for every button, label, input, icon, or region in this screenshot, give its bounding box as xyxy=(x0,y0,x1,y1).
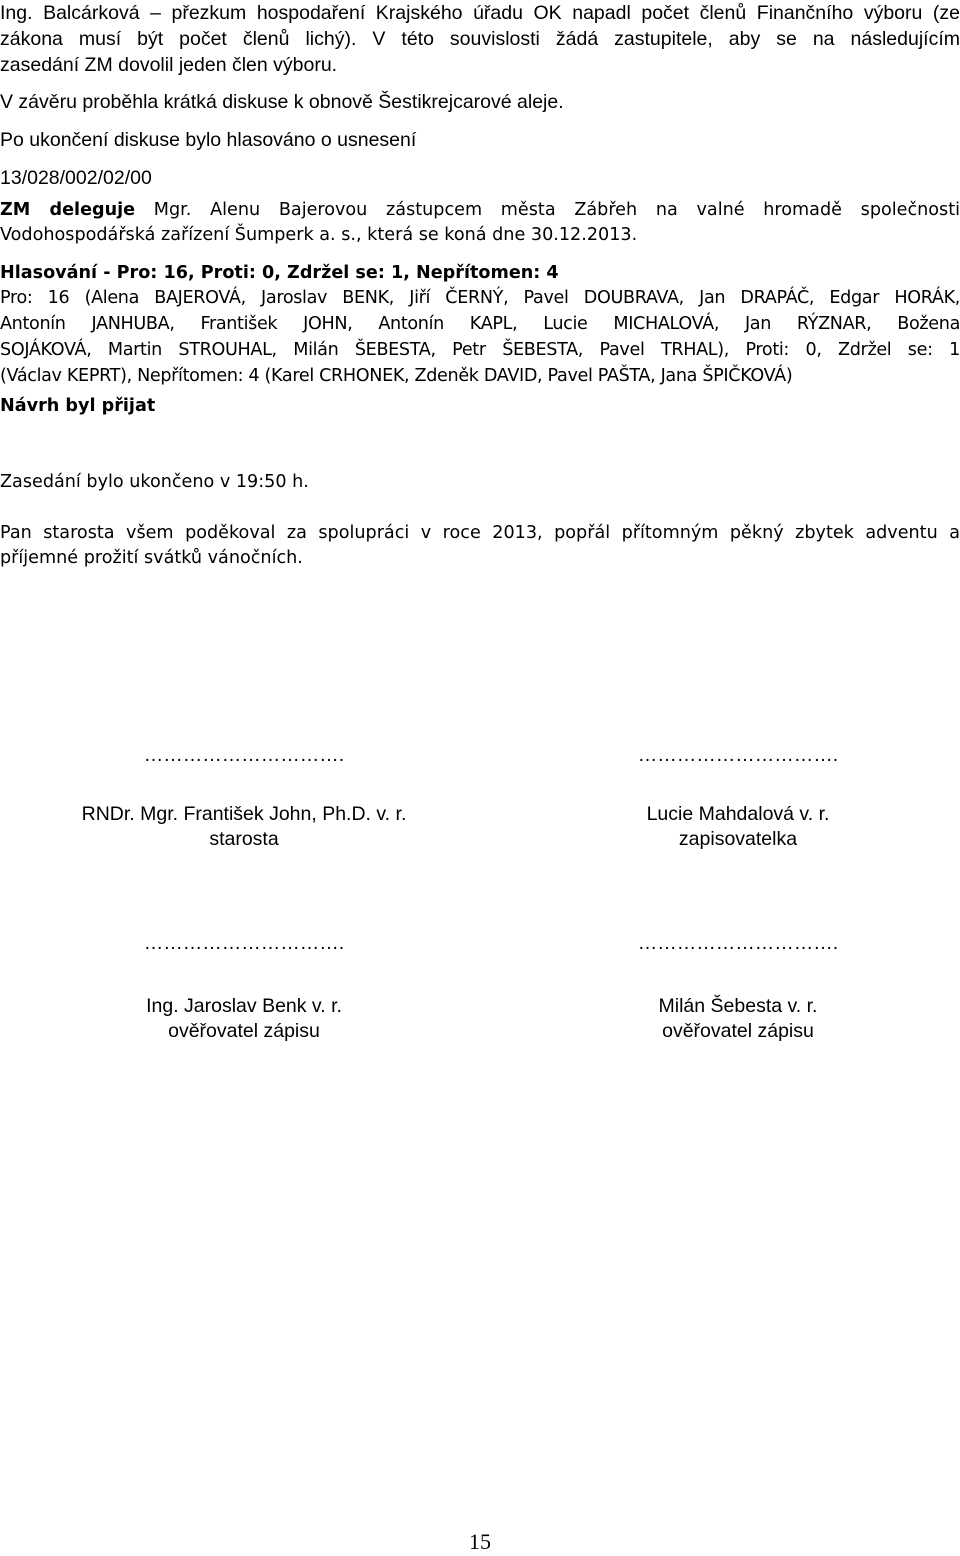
signature-name: RNDr. Mgr. František John, Ph.D. v. r. xyxy=(81,803,407,825)
signature-line: …………………………. xyxy=(637,744,839,766)
signature-line: …………………………. xyxy=(143,744,345,766)
signature-role: ověřovatel zápisu xyxy=(662,1020,814,1042)
vote-detail-line: (Václav KEPRT), Nepřítomen: 4 (Karel CRHONEK, Zdeněk DAVID, Pavel PAŠTA, Jana ŠPIČKOVÁ) xyxy=(0,366,793,386)
resolution-text: Vodohospodářská zařízení Šumperk a. s., která se koná dne 30.12.2013. xyxy=(0,225,638,245)
intro-line: zákona musí být počet členů lichý). V této souvislosti žádá zastupitele, aby se na následujícím xyxy=(0,28,960,50)
meeting-end-time: Zasedání bylo ukončeno v 19:50 h. xyxy=(0,472,309,492)
page-number: 15 xyxy=(469,1529,491,1554)
vote-detail-line: Pro: 16 (Alena BAJEROVÁ, Jaroslav BENK, Jiří ČERNÝ, Pavel DOUBRAVA, Jan DRAPÁČ, Edgar HORÁK, xyxy=(0,288,960,308)
signature-name: Milán Šebesta v. r. xyxy=(658,995,818,1017)
vote-detail-line: SOJÁKOVÁ, Martin STROUHAL, Milán ŠEBESTA, Petr ŠEBESTA, Pavel TRHAL), Proti: 0, Zdržel se: 1 xyxy=(0,340,960,360)
resolution-lead: ZM deleguje xyxy=(0,200,136,220)
resolution-text xyxy=(0,198,960,222)
signature-name: Lucie Mahdalová v. r. xyxy=(646,803,830,825)
closing-thanks: Pan starosta všem poděkoval za spolupráci v roce 2013, popřál přítomným pěkný zbytek adventu a xyxy=(0,523,960,543)
intro-line: Ing. Balcárková – přezkum hospodaření Krajského úřadu OK napadl počet členů Finančního výboru (ze xyxy=(0,2,960,24)
vote-intro: Po ukončení diskuse bylo hlasováno o usnesení xyxy=(0,129,417,151)
resolution-text-rest: Mgr. Alenu Bajerovou zástupcem města Zábřeh na valné hromadě společnosti xyxy=(135,200,960,220)
signature-role: starosta xyxy=(209,828,279,850)
vote-summary: Hlasování - Pro: 16, Proti: 0, Zdržel se: 1, Nepřítomen: 4 xyxy=(0,263,559,283)
signature-name: Ing. Jaroslav Benk v. r. xyxy=(146,995,342,1017)
signature-role: zapisovatelka xyxy=(678,828,798,850)
vote-result: Návrh byl přijat xyxy=(0,396,156,416)
signature-line: …………………………. xyxy=(143,932,345,954)
vote-detail-line: Antonín JANHUBA, František JOHN, Antonín KAPL, Lucie MICHALOVÁ, Jan RÝZNAR, Božena xyxy=(0,314,960,334)
resolution-number: 13/028/002/02/00 xyxy=(0,167,152,189)
discussion-note: V závěru proběhla krátká diskuse k obnově Šestikrejcarové aleje. xyxy=(0,91,564,113)
intro-line: zasedání ZM dovolil jeden člen výboru. xyxy=(0,54,338,76)
signature-line: …………………………. xyxy=(637,932,839,954)
closing-thanks: příjemné prožití svátků vánočních. xyxy=(0,548,303,568)
signature-role: ověřovatel zápisu xyxy=(168,1020,320,1042)
